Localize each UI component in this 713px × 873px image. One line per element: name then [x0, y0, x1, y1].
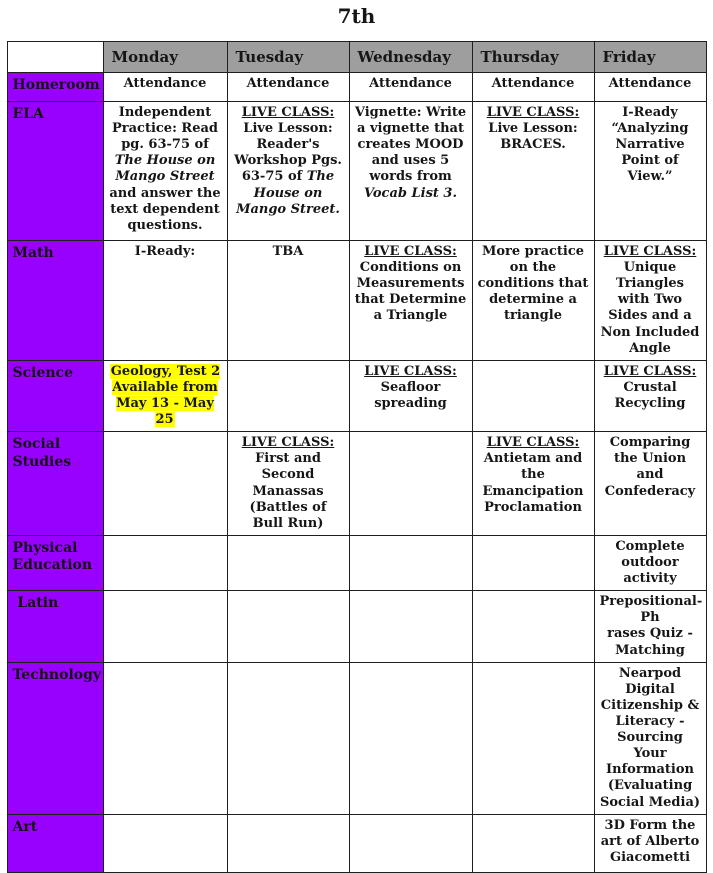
table-row	[7, 535, 706, 590]
cell-latin-tuesday	[227, 591, 349, 662]
table-row	[7, 360, 706, 431]
column-header-friday: Friday	[594, 42, 706, 73]
cell-technology-thursday	[472, 662, 594, 814]
cell-math-thursday: More practice on the conditions that determine a triangle	[472, 241, 594, 361]
table-row	[7, 591, 706, 662]
row-label-physical-education: Physical Education	[7, 535, 103, 590]
cell-ela-friday: I-Ready “Analyzing Narrative Point of View.”	[594, 102, 706, 241]
row-label-science: Science	[7, 360, 103, 431]
cell-technology-tuesday	[227, 662, 349, 814]
cell-physical-education-wednesday	[349, 535, 472, 590]
cell-science-monday: Geology, Test 2 Available from May 13 - May 25	[103, 360, 227, 431]
row-label-social-studies: Social Studies	[7, 432, 103, 536]
row-label-technology: Technology	[7, 662, 103, 814]
cell-technology-monday	[103, 662, 227, 814]
table-row	[7, 102, 706, 241]
cell-homeroom-friday: Attendance	[594, 73, 706, 102]
cell-latin-friday: Prepositional-Ph rases Quiz - Matching	[594, 591, 706, 662]
cell-technology-friday: Nearpod Digital Citizenship & Literacy - Sourcing Your Information (Evaluating Social Media)	[594, 662, 706, 814]
schedule-body	[7, 73, 706, 873]
cell-ela-monday: Independent Practice: Read pg. 63-75 of The House on Mango Street and answer the text dependent questions.	[103, 102, 227, 241]
cell-physical-education-friday: Complete outdoor activity	[594, 535, 706, 590]
table-row	[7, 432, 706, 536]
table-row	[7, 241, 706, 361]
column-header-thursday: Thursday	[472, 42, 594, 73]
cell-homeroom-wednesday: Attendance	[349, 73, 472, 102]
cell-math-monday: I-Ready:	[103, 241, 227, 361]
cell-science-friday: LIVE CLASS: Crustal Recycling	[594, 360, 706, 431]
cell-art-monday	[103, 814, 227, 872]
cell-ela-tuesday: LIVE CLASS: Live Lesson: Reader's Workshop Pgs. 63-75 of The House on Mango Street.	[227, 102, 349, 241]
cell-social-studies-tuesday: LIVE CLASS: First and Second Manassas (Battles of Bull Run)	[227, 432, 349, 536]
cell-art-tuesday	[227, 814, 349, 872]
cell-art-friday: 3D Form the art of Alberto Giacometti	[594, 814, 706, 872]
cell-homeroom-monday: Attendance	[103, 73, 227, 102]
cell-latin-monday	[103, 591, 227, 662]
row-label-art: Art	[7, 814, 103, 872]
row-label-homeroom: Homeroom	[7, 73, 103, 102]
cell-social-studies-thursday: LIVE CLASS: Antietam and the Emancipation Proclamation	[472, 432, 594, 536]
cell-latin-thursday	[472, 591, 594, 662]
cell-physical-education-thursday	[472, 535, 594, 590]
table-row	[7, 662, 706, 814]
cell-physical-education-tuesday	[227, 535, 349, 590]
cell-math-wednesday: LIVE CLASS: Conditions on Measurements that Determine a Triangle	[349, 241, 472, 361]
cell-social-studies-wednesday	[349, 432, 472, 536]
table-row	[7, 814, 706, 872]
cell-homeroom-tuesday: Attendance	[227, 73, 349, 102]
cell-math-tuesday: TBA	[227, 241, 349, 361]
cell-math-friday: LIVE CLASS: Unique Triangles with Two Sides and a Non Included Angle	[594, 241, 706, 361]
cell-social-studies-friday: Comparing the Union and Confederacy	[594, 432, 706, 536]
column-header-wednesday: Wednesday	[349, 42, 472, 73]
schedule-table	[7, 41, 707, 873]
cell-ela-thursday: LIVE CLASS: Live Lesson: BRACES.	[472, 102, 594, 241]
cell-art-thursday	[472, 814, 594, 872]
row-label-latin: Latin	[7, 591, 103, 662]
cell-homeroom-thursday: Attendance	[472, 73, 594, 102]
column-header-monday: Monday	[103, 42, 227, 73]
table-row	[7, 73, 706, 102]
cell-science-tuesday	[227, 360, 349, 431]
cell-art-wednesday	[349, 814, 472, 872]
page-title: 7th	[337, 4, 376, 28]
cell-ela-wednesday: Vignette: Write a vignette that creates MOOD and uses 5 words from Vocab List 3.	[349, 102, 472, 241]
schedule-header	[7, 42, 706, 73]
cell-social-studies-monday	[103, 432, 227, 536]
row-label-ela: ELA	[7, 102, 103, 241]
cell-science-thursday	[472, 360, 594, 431]
cell-technology-wednesday	[349, 662, 472, 814]
column-header-tuesday: Tuesday	[227, 42, 349, 73]
cell-science-wednesday: LIVE CLASS: Seafloor spreading	[349, 360, 472, 431]
row-label-math: Math	[7, 241, 103, 361]
cell-latin-wednesday	[349, 591, 472, 662]
cell-physical-education-monday	[103, 535, 227, 590]
corner-cell	[7, 42, 103, 73]
